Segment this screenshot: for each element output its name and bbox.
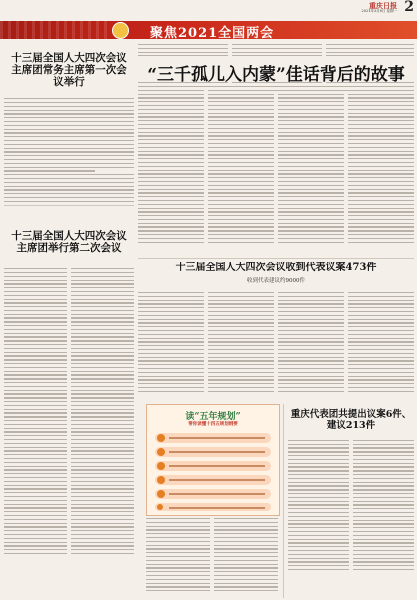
- bottom-middle-text: [146, 518, 278, 598]
- top-bar: [0, 0, 417, 9]
- banner-title: 聚焦2021全国两会: [150, 26, 275, 41]
- article-1: [4, 44, 134, 204]
- banner-decoration: [0, 21, 110, 39]
- main-article-body: [138, 86, 414, 256]
- paper-name: 重庆日报: [369, 1, 397, 10]
- article-4-body: [138, 292, 414, 400]
- article-5-title: 重庆代表团共提出议案6件、建议213件: [290, 409, 412, 431]
- infographic-row: [155, 447, 271, 457]
- article-5-body: [288, 440, 414, 573]
- emblem-icon: [112, 22, 129, 39]
- article-2-title: 十三届全国人大四次会议主席团举行第二次会议: [11, 230, 127, 255]
- article-1-title: 十三届全国人大四次会议主席团常务主席第一次会议举行: [11, 52, 127, 89]
- date-line: 2021年3月8日 星期一: [361, 9, 397, 13]
- infographic-row: [155, 489, 271, 499]
- main-headline: “三千孤儿入内蒙”佳话背后的故事: [147, 65, 405, 82]
- infographic-row: [155, 503, 271, 511]
- article-4-subtitle: 收到代表建议约9000件: [247, 277, 305, 284]
- section-banner: [0, 21, 417, 39]
- infographic-title: 读“五年规划”: [185, 412, 241, 422]
- infographic: [146, 404, 280, 516]
- divider: [138, 258, 414, 259]
- infographic-row: [155, 461, 271, 471]
- article-5: [288, 404, 414, 598]
- infographic-subtitle: 带你读懂十四五规划纲要: [188, 422, 238, 427]
- divider: [283, 404, 284, 598]
- page-number: 2: [404, 0, 414, 15]
- infographic-row: [155, 433, 271, 443]
- main-headline-box: [138, 56, 414, 82]
- article-2: [4, 210, 134, 598]
- article-4-head: [138, 262, 414, 288]
- article-1-body: [4, 98, 134, 204]
- article-4-title: 十三届全国人大四次会议收到代表议案473件: [175, 262, 377, 273]
- infographic-row: [155, 475, 271, 485]
- article-2-body: [4, 268, 134, 557]
- divider: [4, 205, 134, 206]
